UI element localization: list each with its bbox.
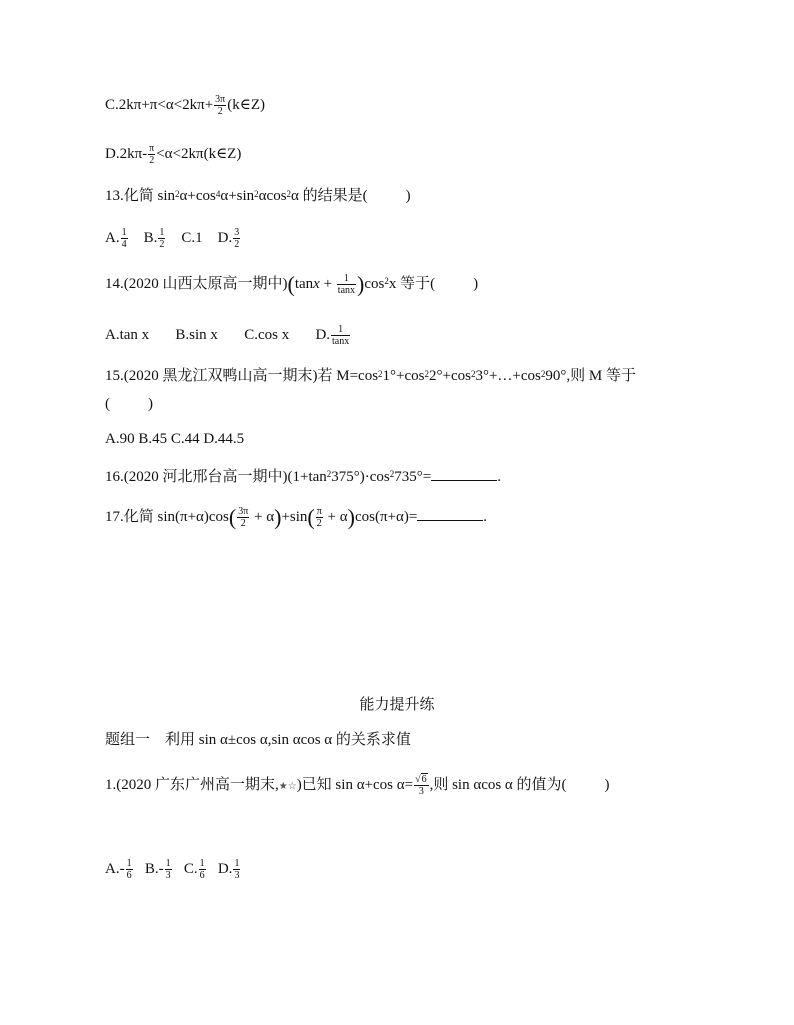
option-label: C.cos x [244,326,290,343]
superscript: 2 [175,189,180,199]
q15-text: 1°+cos [382,368,425,384]
q13-paren-close: ) [405,188,411,204]
numerator: π [316,506,322,518]
q16-text: 375°)·cos [331,469,390,485]
fraction [126,858,133,881]
q15-text: 15.(2020 黑龙江双鸭山高一期末)若 M=cos [105,368,379,384]
question-16 [105,466,501,487]
denominator: 2 [234,239,240,250]
option-label: A. [105,229,120,246]
superscript: 2 [254,189,259,199]
denominator: 4 [121,239,127,250]
q14-paren-close: ) [473,275,479,292]
q15-text: 3°+…+cos [475,368,541,384]
section-title: 能力提升练 [359,697,435,713]
fraction [158,227,165,250]
answer-blank[interactable] [431,466,497,481]
q15-text: 2°+cos [429,368,471,384]
option-label: D. [315,326,331,343]
fraction [121,227,128,250]
numerator: 1 [337,273,356,285]
denominator: 3 [418,786,424,797]
superscript: 2 [378,369,383,379]
option-label: C. [183,860,198,877]
superscript: 4 [215,189,221,199]
denominator: 2 [159,239,165,250]
q14-text: + [319,275,336,292]
fraction [316,506,323,529]
group-heading: 题组一 利用 sin α±cos α,sin αcos α 的关系求值 [105,732,411,748]
superscript: 2 [389,469,395,479]
superscript: 2 [286,189,292,199]
q14-text: tan [294,275,314,292]
numerator: 1 [126,858,132,869]
question-17: 17.化简 sin(π+α)cos( $\frac{3\pi}{2}$ + α)+sin( $\frac{\pi}{2}$ + α)cos(π+α)= . [105,504,488,530]
fraction [337,273,356,296]
superscript: 2 [470,369,476,379]
q14-text: 14.(2020 山西太原高一期中) [105,275,288,292]
denominator: 2 [149,155,155,166]
q1-text: ,则 sin αcos α 的值为( [429,776,567,793]
fraction [237,506,249,529]
q17-text: 17.化简 sin(π+α)cos [105,509,229,525]
q1-text: 1.(2020 广东广州高一期末, [105,776,279,793]
question-15 [105,366,636,386]
question-1 [105,774,610,797]
paren-open: ( [105,396,110,412]
answer-blank[interactable] [417,506,483,521]
fraction [199,858,206,881]
q16-text: 735°= [394,469,432,485]
denominator: 3 [234,870,240,881]
denominator: 2 [316,518,322,530]
numerator: 1 [121,227,127,238]
question-14-options [105,324,351,347]
q13-text: α+cos [179,188,216,204]
option-label: D. [217,860,233,877]
question-15-options: A.90 B.45 C.44 D.44.5 [105,431,245,447]
q17-text: . [483,509,488,525]
option-d [105,143,241,166]
option-d-text: D.2kπ- [105,145,148,162]
numerator: 3π [238,506,249,518]
superscript: 2 [326,469,332,479]
radicand: 6 [421,774,427,785]
option-c-tail: (k∈Z) [227,96,265,113]
q16-text: . [497,469,501,485]
denominator: 6 [126,870,132,881]
option-label: B. [143,229,158,246]
q17-text: + α [323,509,348,525]
q14-text: cos [364,275,385,292]
q13-text: α+sin [220,188,255,204]
option-label: A.tan x [105,326,150,343]
fraction [233,858,240,881]
superscript: 2 [540,369,546,379]
paren-close: ) [148,396,153,412]
difficulty-star-icon: ★☆ [278,780,297,792]
question-14: 14.(2020 山西太原高一期中)(tanx + $\frac{1}{\tan x}$ )$\cos^2x$ 等于( ) [105,271,479,297]
q13-text: α 的结果是( [291,188,368,204]
superscript: 2 [384,276,389,286]
numerator: 1 [199,858,205,869]
denominator: 6 [199,870,205,881]
denominator: 2 [217,106,223,117]
numerator: 1 [165,858,171,869]
option-label: D. [217,229,233,246]
option-label: C.1 [181,229,203,246]
fraction [331,324,350,347]
option-c-text: C.2kπ+π<α<2kπ+ [105,96,214,113]
q16-text: 16.(2020 河北邢台高一期中)(1+tan [105,469,327,485]
fraction [414,774,429,797]
q1-text: )已知 sin α+cos α= [296,776,414,793]
superscript: 2 [424,369,429,379]
fraction [233,227,240,250]
option-label: B.sin x [175,326,218,343]
numerator: 3 [234,227,240,238]
q1-paren-close: ) [604,776,610,793]
denominator: tanx [332,336,350,347]
option-c [105,94,265,117]
denominator: tanx [337,285,356,296]
q14-text: x 等于( [388,275,436,292]
numerator: √6 [415,774,427,785]
fraction [214,94,226,117]
question-15-paren [105,394,153,414]
option-label: B.- [144,860,164,877]
fraction [165,858,172,881]
q13-text: 13.化简 sin [105,188,176,204]
fraction [148,143,155,166]
question-13-options [105,227,241,250]
question-1-options [105,858,241,881]
q17-text: +sin [281,509,308,525]
q17-text: + α [250,509,275,525]
numerator: 1 [331,324,350,336]
question-13 [105,186,411,206]
option-d-tail: <α<2kπ(k∈Z) [156,145,242,162]
q15-text: 90°,则 M 等于 [545,368,636,384]
denominator: 3 [165,870,171,881]
numerator: 1 [234,858,240,869]
q17-text: cos(π+α)= [354,509,418,525]
denominator: 2 [240,518,246,530]
variable: x [313,275,320,292]
q13-text: αcos [258,188,287,204]
option-label: A.- [105,860,125,877]
numerator: 1 [159,227,165,238]
numerator: π [149,143,155,154]
numerator: 3π [215,94,226,105]
